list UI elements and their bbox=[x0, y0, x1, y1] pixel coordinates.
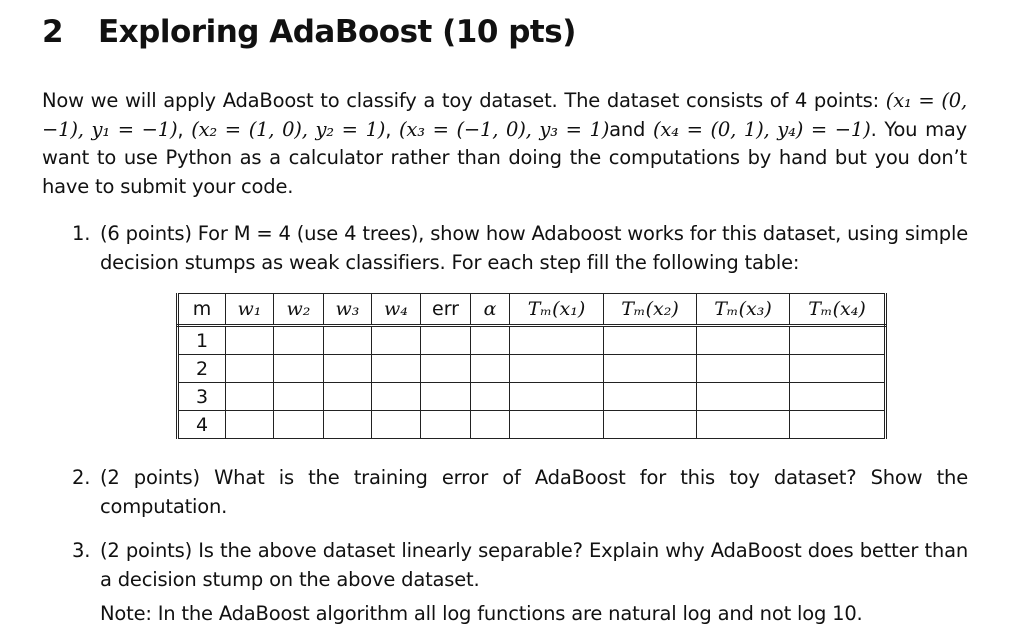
header-t3: Tₘ(x₃) bbox=[697, 294, 790, 326]
section-title: Exploring AdaBoost (10 pts) bbox=[98, 14, 576, 50]
cell-t3 bbox=[697, 326, 790, 355]
cell-t1 bbox=[510, 326, 604, 355]
section-number: 2 bbox=[42, 14, 64, 50]
cell-w4 bbox=[372, 411, 421, 439]
cell-alpha bbox=[471, 411, 510, 439]
cell-err bbox=[421, 326, 471, 355]
table-row bbox=[178, 411, 886, 439]
cell-t4 bbox=[790, 326, 886, 355]
table-row bbox=[178, 383, 886, 411]
header-w1: w₁ bbox=[226, 294, 274, 326]
cell-err bbox=[421, 383, 471, 411]
cell-t2 bbox=[604, 355, 697, 383]
adaboost-table-container bbox=[176, 293, 887, 439]
and-word: and bbox=[609, 117, 653, 141]
table-row bbox=[178, 326, 886, 355]
cell-t1 bbox=[510, 411, 604, 439]
cell-w2 bbox=[274, 383, 324, 411]
question-number: 1. bbox=[72, 222, 91, 245]
question-number: 2. bbox=[72, 466, 91, 489]
cell-w3 bbox=[324, 326, 372, 355]
cell-w4 bbox=[372, 383, 421, 411]
cell-w1 bbox=[226, 411, 274, 439]
question-text: (2 points) What is the training error of AdaBoost for this toy dataset? Show the computation. bbox=[100, 466, 968, 518]
cell-w1 bbox=[226, 355, 274, 383]
separator: , bbox=[385, 117, 399, 141]
point-4: (x₄ = (0, 1), y₄) = −1) bbox=[653, 117, 871, 141]
header-w4: w₄ bbox=[372, 294, 421, 326]
cell-alpha bbox=[471, 355, 510, 383]
cell-t4 bbox=[790, 355, 886, 383]
cell-err bbox=[421, 355, 471, 383]
row-label: 2 bbox=[178, 355, 226, 383]
cell-t4 bbox=[790, 383, 886, 411]
header-alpha: α bbox=[471, 294, 510, 326]
table-row bbox=[178, 355, 886, 383]
point-1: (x₁ = (0, −1), y₁ = −1) bbox=[42, 89, 967, 141]
intro-text-start: Now we will apply AdaBoost to classify a toy dataset. The dataset consists of 4 points: bbox=[42, 89, 886, 112]
cell-w4 bbox=[372, 326, 421, 355]
cell-t2 bbox=[604, 326, 697, 355]
cell-t4 bbox=[790, 411, 886, 439]
cell-w2 bbox=[274, 411, 324, 439]
cell-w2 bbox=[274, 326, 324, 355]
cell-w3 bbox=[324, 411, 372, 439]
question-number: 3. bbox=[72, 539, 91, 562]
row-label: 3 bbox=[178, 383, 226, 411]
header-w2: w₂ bbox=[274, 294, 324, 326]
cell-t3 bbox=[697, 355, 790, 383]
separator: , bbox=[177, 117, 192, 141]
cell-w3 bbox=[324, 383, 372, 411]
cell-t2 bbox=[604, 411, 697, 439]
cell-t3 bbox=[697, 411, 790, 439]
header-t2: Tₘ(x₂) bbox=[604, 294, 697, 326]
header-t4: Tₘ(x₄) bbox=[790, 294, 886, 326]
question-2 bbox=[72, 464, 968, 521]
header-t1: Tₘ(x₁) bbox=[510, 294, 604, 326]
cell-t3 bbox=[697, 383, 790, 411]
cell-err bbox=[421, 411, 471, 439]
adaboost-table bbox=[176, 293, 887, 439]
cell-alpha bbox=[471, 326, 510, 355]
cell-w3 bbox=[324, 355, 372, 383]
question-text: (6 points) For M = 4 (use 4 trees), show how Adaboost works for this dataset, using simple decision stumps as weak classifiers. For each step fill the following table: bbox=[100, 222, 968, 274]
cell-w2 bbox=[274, 355, 324, 383]
cell-t1 bbox=[510, 355, 604, 383]
cell-w4 bbox=[372, 355, 421, 383]
header-err: err bbox=[421, 294, 471, 326]
note-text: Note: In the AdaBoost algorithm all log functions are natural log and not log 10. bbox=[100, 602, 863, 626]
row-label: 4 bbox=[178, 411, 226, 439]
point-3: (x₃ = (−1, 0), y₃ = 1) bbox=[398, 117, 610, 141]
point-2: (x₂ = (1, 0), y₂ = 1) bbox=[191, 117, 386, 141]
table-header-row bbox=[178, 294, 886, 326]
question-3 bbox=[72, 537, 968, 629]
intro-text-end: . You may want to use Python as a calculator rather than doing the computations by hand but you don’t have to submit your code. bbox=[42, 117, 968, 198]
section-heading bbox=[42, 14, 576, 50]
header-w3: w₃ bbox=[324, 294, 372, 326]
cell-alpha bbox=[471, 383, 510, 411]
cell-w1 bbox=[226, 326, 274, 355]
question-text: (2 points) Is the above dataset linearly separable? Explain why AdaBoost does better than a decision stump on the above dataset. bbox=[100, 539, 968, 591]
cell-t1 bbox=[510, 383, 604, 411]
intro-paragraph bbox=[42, 87, 967, 201]
question-1 bbox=[72, 220, 968, 277]
row-label: 1 bbox=[178, 326, 226, 355]
cell-t2 bbox=[604, 383, 697, 411]
cell-w1 bbox=[226, 383, 274, 411]
header-m: m bbox=[178, 294, 226, 326]
